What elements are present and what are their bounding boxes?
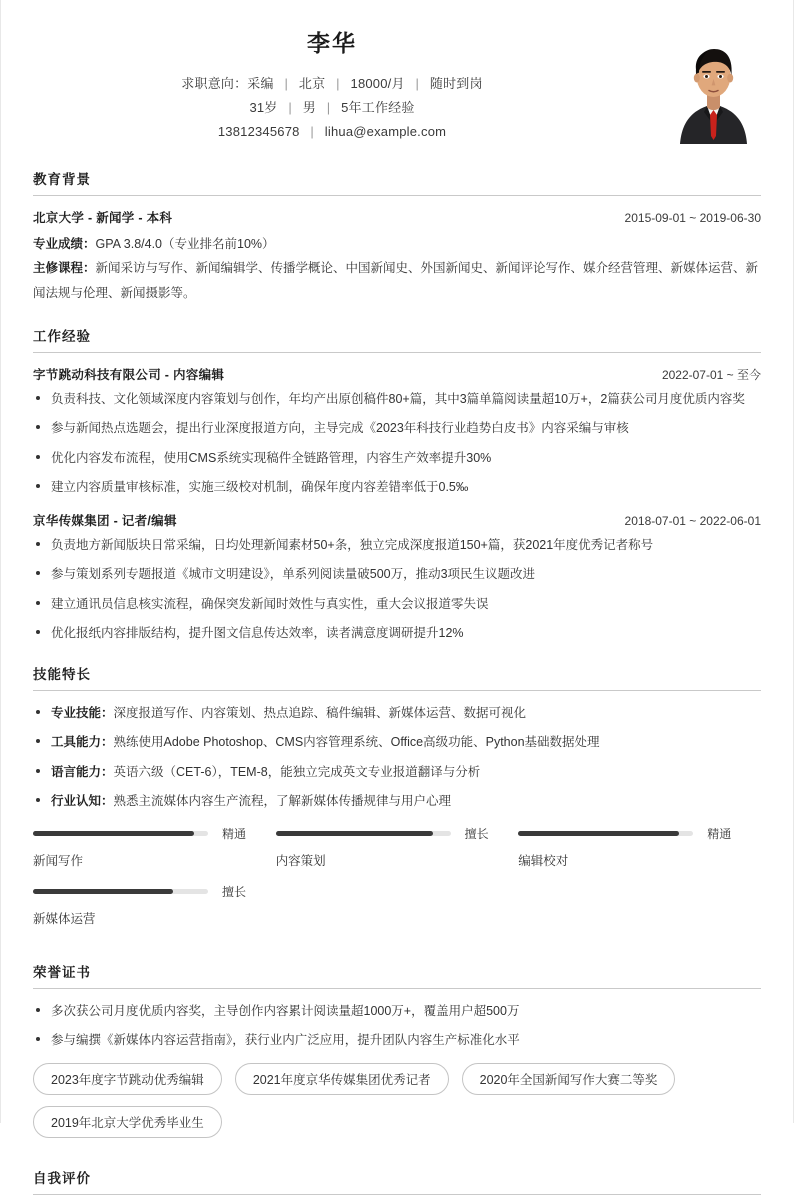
skill-bar-fill: [276, 831, 434, 836]
job-intent: 求职意向：采编: [181, 75, 274, 91]
work-company-role: 字节跳动科技有限公司 - 内容编辑: [33, 368, 225, 383]
skill-label: 专业技能：: [51, 706, 114, 721]
list-item: [33, 732, 761, 752]
skill-bar-row: [33, 825, 254, 842]
meta-line-job-intent: [33, 72, 631, 96]
list-item: 多次获公司月度优质内容奖，主导创作内容累计阅读量超1000万+，覆盖用户超500万: [33, 1001, 761, 1021]
skill-bar-track: [276, 831, 451, 836]
work-date: 2018-07-01 ~ 2022-06-01: [624, 514, 761, 529]
section-divider: [33, 988, 761, 989]
skill-bar-item: [33, 883, 276, 927]
section-divider: [33, 352, 761, 353]
education-entry: [33, 208, 761, 305]
section-skills: [33, 663, 761, 941]
candidate-name: 李华: [307, 30, 357, 56]
meta-line-contact: [33, 120, 631, 144]
skill-bar-row: [33, 883, 254, 900]
list-item: 优化内容发布流程，使用CMS系统实现稿件全链路管理，内容生产效率提升30%: [33, 448, 761, 468]
list-item: [33, 703, 761, 723]
skill-bar-fill: [518, 831, 679, 836]
list-item: 建立内容质量审核标准，实施三级校对机制，确保年度内容差错率低于0.5‰: [33, 477, 761, 497]
skill-bar-row: [518, 825, 739, 842]
list-item: 负责科技、文化领域深度内容策划与创作，年均产出原创稿件80+篇，其中3篇单篇阅读量超10万+，2篇获公司月度优质内容奖: [33, 389, 761, 409]
skill-bar-level: 精通: [707, 827, 732, 842]
skill-label: 语言能力：: [51, 764, 114, 779]
candidate-email[interactable]: lihua@example.com: [324, 123, 447, 139]
section-title-education: 教育背景: [33, 172, 91, 187]
section-self-evaluation: [33, 1167, 761, 1195]
honor-tag[interactable]: 2023年度字节跳动优秀编辑: [33, 1063, 222, 1095]
education-courses-label: 主修课程：: [33, 261, 96, 276]
resume-header: [33, 30, 761, 148]
work-entry-head: [33, 365, 761, 383]
skill-bar-item: [276, 825, 519, 869]
list-item: [33, 762, 761, 782]
section-divider: [33, 195, 761, 196]
honors-bullet-list: [33, 1001, 761, 1051]
skill-value: 英语六级（CET-6），TEM-8，能独立完成英文专业报道翻译与分析: [113, 764, 481, 779]
honor-tag[interactable]: 2019年北京大学优秀毕业生: [33, 1106, 222, 1138]
portrait-illustration-icon: [666, 32, 761, 144]
list-item: 参与策划系列专题报道《城市文明建设》，单系列阅读量破500万，推动3项民生议题改进: [33, 564, 761, 584]
education-school: 北京大学 - 新闻学 - 本科: [33, 211, 173, 225]
job-availability: 随时到岗: [429, 75, 483, 91]
list-item: 建立通讯员信息核实流程，确保突发新闻时效性与真实性，重大会议报道零失误: [33, 594, 761, 614]
section-work-experience: [33, 325, 761, 643]
skill-bar-level: 擅长: [464, 827, 489, 842]
skill-bar-label: 内容策划: [275, 854, 326, 869]
skill-bar-item: [33, 825, 276, 869]
skill-bar-level: 擅长: [222, 885, 247, 900]
list-item: 优化报纸内容排版结构，提升图文信息传达效率，读者满意度调研提升12%: [33, 623, 761, 643]
work-date: 2022-07-01 ~ 至今: [661, 368, 761, 383]
section-title-self-evaluation: 自我评价: [33, 1170, 91, 1186]
skill-value: 熟悉主流媒体内容生产流程，了解新媒体传播规律与用户心理: [113, 793, 452, 808]
skill-bar-track: [33, 889, 208, 894]
work-bullet-list: [33, 535, 761, 643]
candidate-photo: [666, 32, 761, 144]
skill-label: 行业认知：: [51, 793, 114, 808]
education-grade-value: GPA 3.8/4.0（专业排名前10%）: [95, 237, 275, 251]
skill-bar-label: 新闻写作: [33, 854, 84, 869]
section-divider: [33, 1194, 761, 1195]
education-grade-row: [33, 232, 761, 256]
candidate-phone[interactable]: 13812345678: [217, 123, 300, 139]
honor-tag[interactable]: 2021年度京华传媒集团优秀记者: [235, 1063, 449, 1095]
meta-line-personal: [33, 96, 631, 120]
section-honors: [33, 961, 761, 1149]
job-city: 北京: [298, 75, 326, 91]
education-grade-label: 专业成绩：: [33, 237, 96, 251]
section-divider: [33, 690, 761, 691]
job-salary: 18000/月: [350, 75, 405, 91]
skill-bar-row: [276, 825, 497, 842]
work-entry: [33, 511, 761, 643]
separator-icon: |: [284, 75, 289, 91]
candidate-gender: 男: [302, 99, 316, 115]
list-item: 参与编撰《新媒体内容运营指南》，获行业内广泛应用，提升团队内容生产标准化水平: [33, 1030, 761, 1050]
section-title-honors: 荣誉证书: [33, 965, 91, 981]
skill-value: 熟练使用Adobe Photoshop、CMS内容管理系统、Office高级功能、Python基础数据处理: [113, 735, 600, 750]
work-bullet-list: [33, 389, 761, 497]
separator-icon: |: [288, 99, 292, 115]
list-item: 负责地方新闻版块日常采编，日均处理新闻素材50+条，独立完成深度报道150+篇，获2021年度优秀记者称号: [33, 535, 761, 555]
work-entry-head: [33, 511, 761, 529]
list-item: [33, 791, 761, 811]
skill-bar-track: [33, 831, 208, 836]
honor-tag-group: [33, 1063, 761, 1149]
skill-bar-fill: [33, 889, 173, 894]
honor-tag[interactable]: 2020年全国新闻写作大赛二等奖: [462, 1063, 676, 1095]
skill-value: 深度报道写作、内容策划、热点追踪、稿件编辑、新媒体运营、数据可视化: [113, 706, 527, 721]
work-company-role: 京华传媒集团 - 记者/编辑: [33, 514, 177, 529]
skill-bar-fill: [33, 831, 194, 836]
education-courses-row: [33, 256, 761, 305]
skill-bar-label: 新媒体运营: [33, 912, 96, 927]
section-education: [33, 168, 761, 305]
separator-icon: |: [310, 123, 314, 139]
skill-bar-level: 精通: [222, 827, 247, 842]
skill-bar-label: 编辑校对: [518, 854, 569, 869]
education-courses-value: 新闻采访与写作、新闻编辑学、传播学概论、中国新闻史、外国新闻史、新闻评论写作、媒介经营管理、新媒体运营、新闻法规与伦理、新闻摄影等。: [33, 261, 759, 300]
candidate-age: 31岁: [249, 99, 278, 115]
separator-icon: |: [336, 75, 340, 91]
skill-bar-group: [33, 825, 761, 941]
section-title-work: 工作经验: [33, 329, 91, 345]
candidate-experience: 5年工作经验: [341, 99, 415, 115]
section-title-skills: 技能特长: [33, 667, 91, 683]
list-item: 参与新闻热点选题会，提出行业深度报道方向，主导完成《2023年科技行业趋势白皮书》内容采编与审核: [33, 418, 761, 438]
separator-icon: |: [415, 75, 420, 91]
skill-bar-track: [518, 831, 693, 836]
separator-icon: |: [326, 99, 331, 115]
work-entry: [33, 365, 761, 497]
skills-bullet-list: [33, 703, 761, 811]
skill-bar-item: [518, 825, 761, 869]
skill-label: 工具能力：: [51, 735, 114, 750]
education-date: 2015-09-01 ~ 2019-06-30: [624, 211, 761, 225]
education-entry-head: [33, 208, 761, 226]
